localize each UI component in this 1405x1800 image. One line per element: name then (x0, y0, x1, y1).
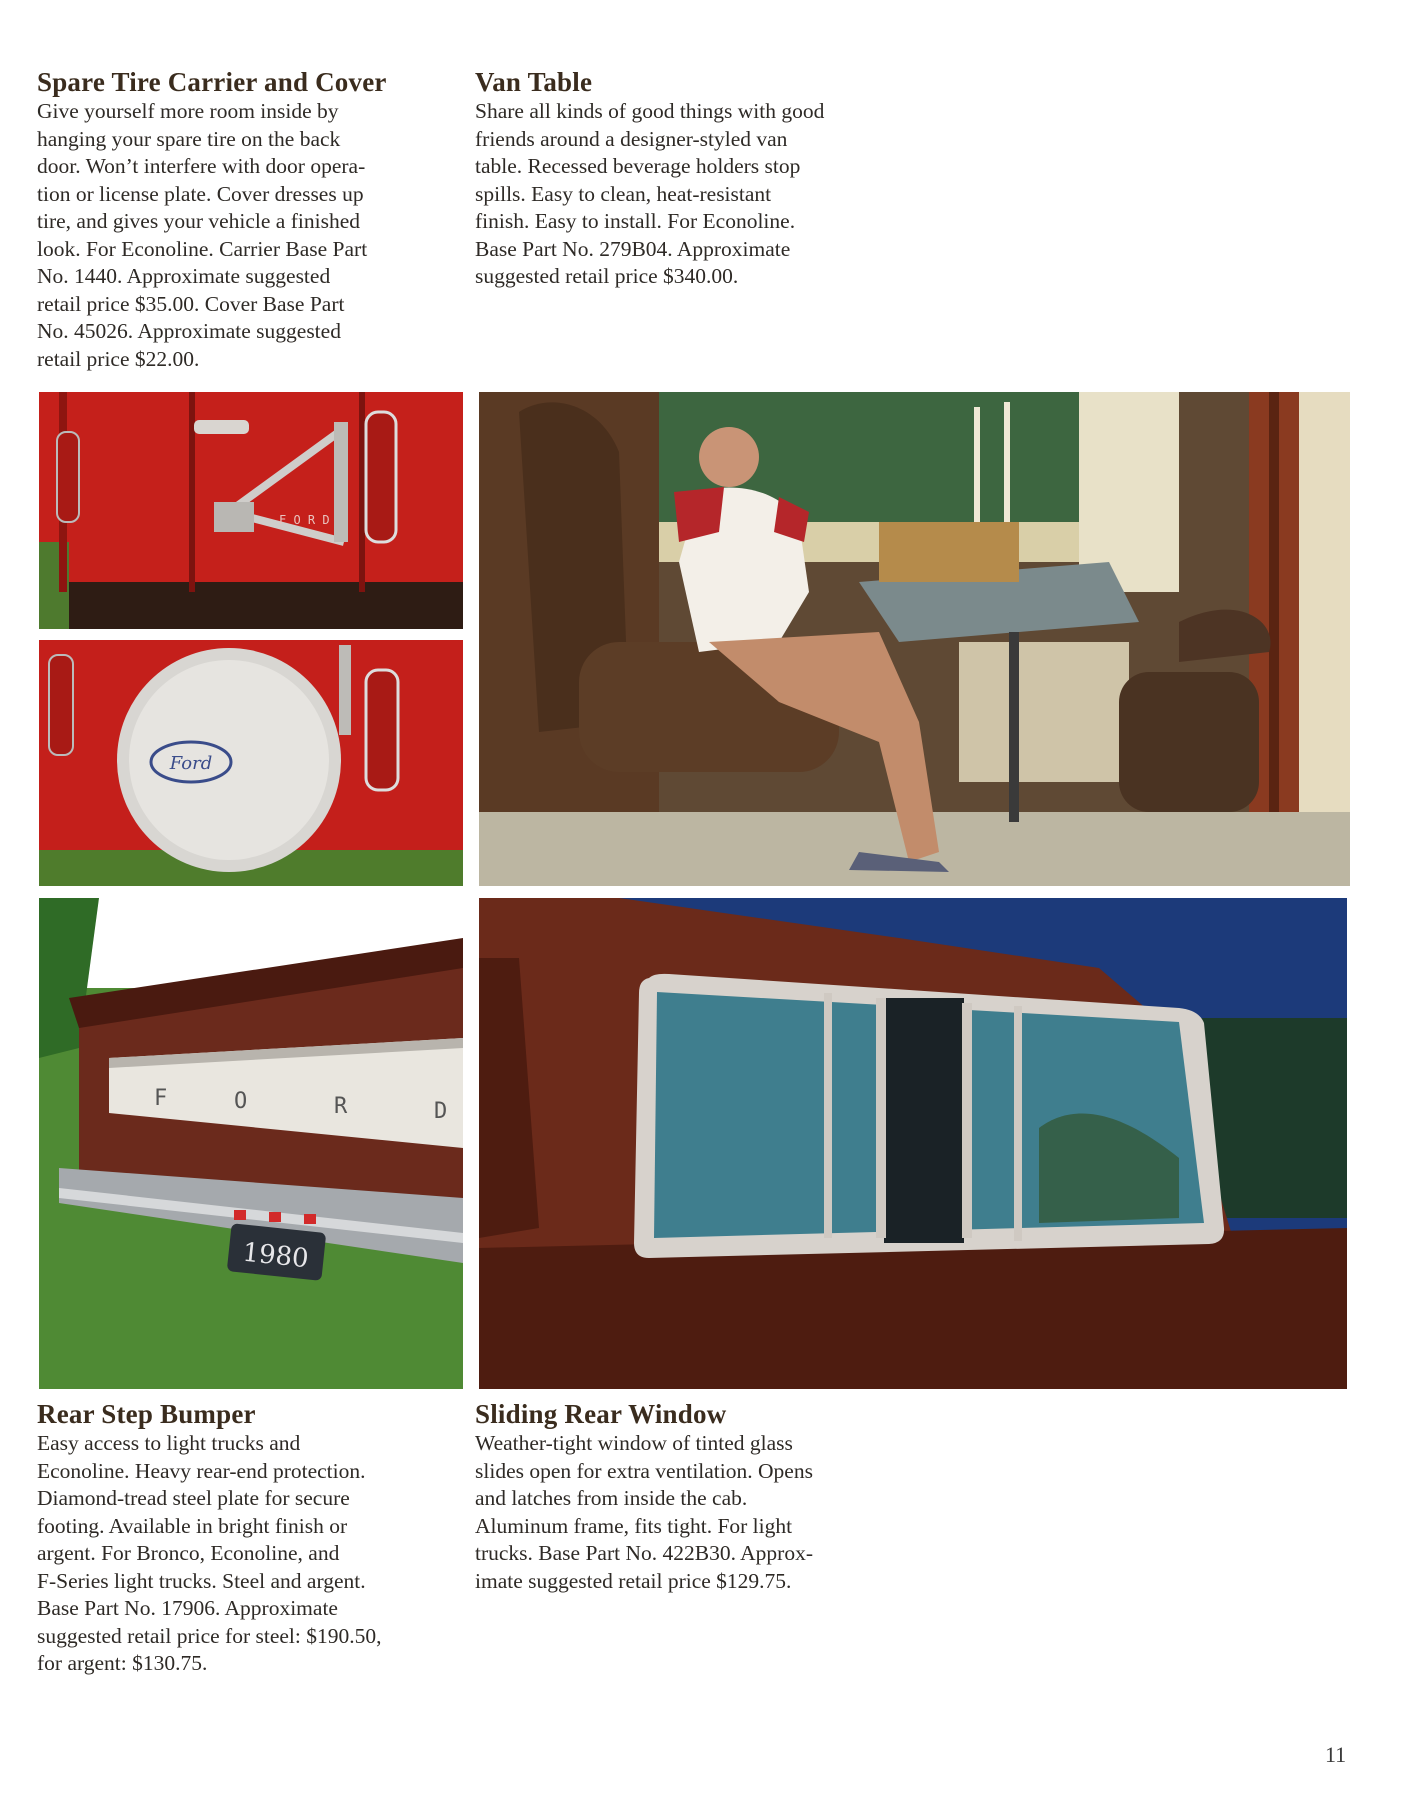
van-table-illustration (479, 392, 1350, 886)
photo-sliding-rear-window (479, 898, 1347, 1389)
body-line: retail price $22.00. (37, 346, 200, 371)
body-line: Base Part No. 17906. Approximate (37, 1596, 338, 1620)
body-line: suggested retail price $340.00. (475, 264, 739, 288)
tailgate-letter: R (334, 1094, 348, 1119)
tire-cover-logo: Ford (169, 753, 213, 774)
body-line: No. 45026. Approximate suggested (37, 319, 341, 343)
body-line: trucks. Base Part No. 422B30. Approx- (475, 1541, 813, 1565)
section-body (37, 98, 457, 373)
section-title: Van Table (475, 67, 593, 97)
page-number: 11 (1325, 1742, 1347, 1767)
body-line: Econoline. Heavy rear-end protection. (37, 1458, 366, 1483)
section-title: Spare Tire Carrier and Cover (37, 67, 387, 97)
section-spare-tire (37, 66, 457, 373)
body-line: argent. For Bronco, Econoline, and (37, 1541, 340, 1565)
body-line: and latches from inside the cab. (475, 1486, 748, 1510)
body-line: spills. Easy to clean, heat-resistant (475, 181, 772, 206)
body-line: Base Part No. 279B04. Approximate (475, 236, 791, 261)
body-line: Aluminum frame, fits tight. For light (475, 1513, 793, 1538)
body-line: Give yourself more room inside by (37, 99, 339, 123)
body-line: No. 1440. Approximate suggested (37, 264, 331, 288)
body-line: imate suggested retail price $129.75. (475, 1568, 792, 1593)
section-title: Sliding Rear Window (475, 1399, 727, 1429)
body-line: Weather-tight window of tinted glass (475, 1431, 793, 1455)
body-line: door. Won’t interfere with door opera- (37, 154, 366, 178)
body-line: table. Recessed beverage holders stop (475, 154, 801, 178)
body-line: Share all kinds of good things with good (475, 99, 825, 123)
body-line: for argent: $130.75. (37, 1651, 208, 1675)
photo-spare-tire-carrier (39, 392, 463, 629)
svg-text:F O R D: F O R D (279, 513, 330, 527)
body-line: footing. Available in bright finish or (37, 1513, 348, 1538)
body-line: retail price $35.00. Cover Base Part (37, 291, 345, 316)
section-title: Rear Step Bumper (37, 1399, 256, 1429)
body-line: tion or license plate. Cover dresses up (37, 181, 364, 206)
section-sliding-rear-window (475, 1398, 915, 1595)
tailgate-letter: F (154, 1086, 168, 1111)
section-body (37, 1430, 467, 1678)
rear-step-bumper-illustration (39, 898, 463, 1389)
tailgate-letter: O (234, 1089, 248, 1114)
body-line: suggested retail price for steel: $190.50, (37, 1623, 382, 1648)
tailgate-letter: D (434, 1099, 448, 1124)
body-line: finish. Easy to install. For Econoline. (475, 209, 796, 233)
section-rear-step-bumper (37, 1398, 467, 1678)
photo-rear-step-bumper (39, 898, 463, 1389)
spare-tire-cover-illustration (39, 640, 463, 886)
section-van-table (475, 66, 915, 291)
body-line: look. For Econoline. Carrier Base Part (37, 236, 368, 261)
body-line: friends around a designer-styled van (475, 126, 788, 151)
section-body (475, 1430, 915, 1595)
photo-van-table (479, 392, 1350, 886)
sliding-rear-window-illustration (479, 898, 1347, 1389)
license-plate-text: 1980 (241, 1237, 311, 1275)
section-body (475, 98, 915, 291)
body-line: slides open for extra ventilation. Opens (475, 1458, 813, 1483)
body-line: tire, and gives your vehicle a finished (37, 209, 360, 233)
body-line: Easy access to light trucks and (37, 1431, 301, 1455)
body-line: F-Series light trucks. Steel and argent. (37, 1568, 366, 1593)
photo-spare-tire-cover (39, 640, 463, 886)
body-line: hanging your spare tire on the back (37, 126, 341, 151)
body-line: Diamond-tread steel plate for secure (37, 1486, 350, 1510)
spare-tire-carrier-illustration (39, 392, 463, 629)
